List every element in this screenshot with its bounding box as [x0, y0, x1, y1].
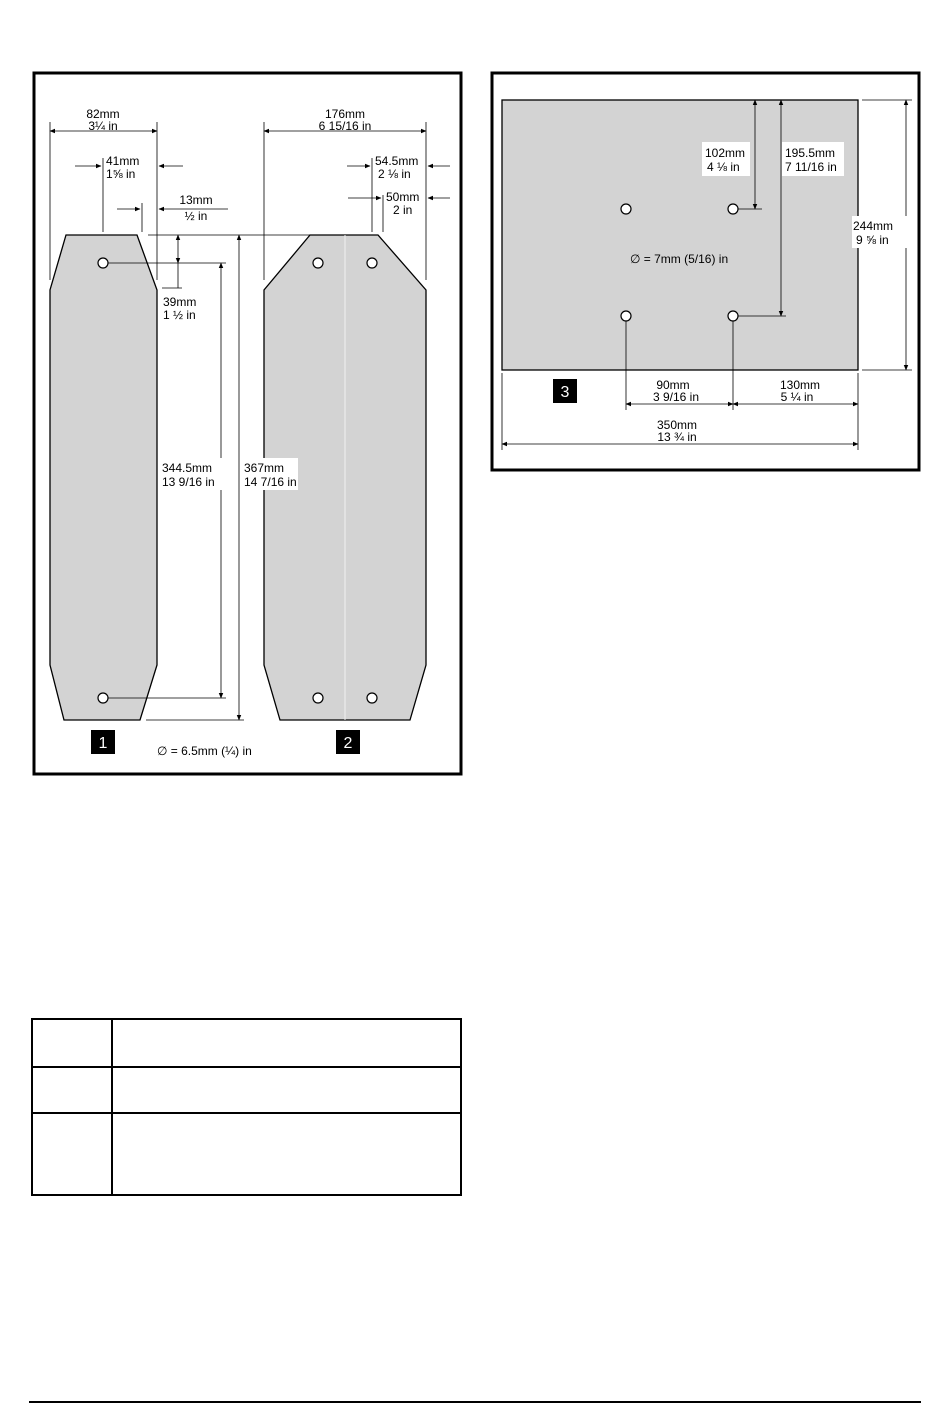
- p2-width-in: 6 15/16 in: [318, 119, 372, 133]
- p3-hole-bottom-in: 7 11/16 in: [785, 160, 837, 174]
- p2-offset-in: 2 in: [393, 203, 413, 217]
- empty-table: [31, 1018, 462, 1196]
- p3-spacing-mm: 90mm: [656, 378, 690, 392]
- p1-width-in: 3¼ in: [88, 119, 118, 133]
- p1-taper-mm: 41mm: [106, 154, 140, 168]
- p3-hole-diameter: ∅ = 7mm (5/16) in: [630, 252, 729, 266]
- p2-taper-in: 2 ⅛ in: [378, 167, 411, 181]
- panel-1-badge-text: 1: [98, 735, 108, 752]
- p3-hole-top-in: 4 ⅛ in: [707, 160, 740, 174]
- p3-spacing-in: 3 9/16 in: [652, 390, 700, 404]
- panel-2-hole-top-left: [313, 258, 323, 268]
- panel-1-shape: [50, 235, 157, 720]
- panel-2-badge-text: 2: [343, 735, 353, 752]
- panel-1-hole-top: [98, 258, 108, 268]
- p3-right-in: 5 ¼ in: [780, 390, 814, 404]
- table-cell: [32, 1113, 112, 1195]
- p1-offset-in: ½ in: [184, 209, 208, 223]
- p1-hole-diameter: ∅ = 6.5mm (¼) in: [157, 744, 252, 758]
- p1-pitch-in: 13 9/16 in: [162, 475, 215, 489]
- table-row: [32, 1067, 461, 1113]
- p1-width-mm: 82mm: [86, 107, 120, 121]
- panel-3-badge-text: 3: [560, 384, 570, 401]
- table-cell: [32, 1019, 112, 1067]
- p3-width-mm: 350mm: [656, 418, 698, 432]
- p2-offset-mm: 50mm: [386, 190, 420, 204]
- p1-hole-top-in: 1 ½ in: [163, 308, 196, 322]
- panel-1-hole-bottom: [98, 693, 108, 703]
- panel-2-hole-top-right: [367, 258, 377, 268]
- footer-rule: [29, 1401, 921, 1403]
- panel-3-hole-bottom-right: [728, 311, 738, 321]
- panel-3-hole-top-left: [621, 204, 631, 214]
- p3-hole-top-mm: 102mm: [705, 146, 746, 160]
- p3-hole-bottom-mm: 195.5mm: [785, 146, 836, 160]
- table-row: [32, 1019, 461, 1067]
- table-cell: [112, 1067, 461, 1113]
- p3-height-in: 9 ⅝ in: [856, 233, 889, 247]
- p3-height-mm: 244mm: [853, 219, 894, 233]
- p1-offset-mm: 13mm: [179, 193, 213, 207]
- panel-3-hole-top-right: [728, 204, 738, 214]
- p3-width-in: 13 ¾ in: [657, 430, 697, 444]
- panel-3-hole-bottom-left: [621, 311, 631, 321]
- table-cell: [112, 1113, 461, 1195]
- table-row: [32, 1113, 461, 1195]
- p1-taper-in: 1⅝ in: [106, 167, 136, 181]
- table-cell: [32, 1067, 112, 1113]
- p2-length-in: 14 7/16 in: [244, 475, 297, 489]
- panel-3-shape: [502, 100, 858, 370]
- p3-right-mm: 130mm: [779, 378, 821, 392]
- p1-hole-top-mm: 39mm: [163, 295, 197, 309]
- p2-length-mm: 367mm: [244, 461, 285, 475]
- p2-taper-mm: 54.5mm: [375, 154, 419, 168]
- p2-width-mm: 176mm: [324, 107, 366, 121]
- p1-pitch-mm: 344.5mm: [162, 461, 213, 475]
- panel-2-hole-bottom-right: [367, 693, 377, 703]
- panel-2-hole-bottom-left: [313, 693, 323, 703]
- table-cell: [112, 1019, 461, 1067]
